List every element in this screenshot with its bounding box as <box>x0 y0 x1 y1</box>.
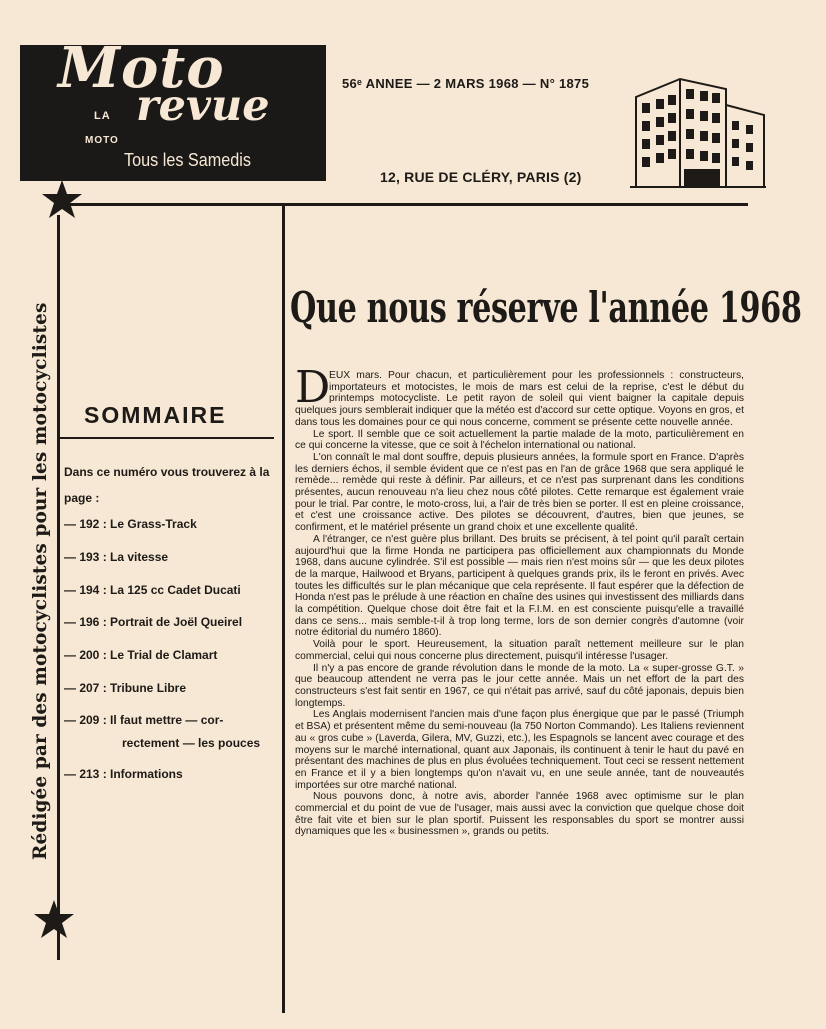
drop-cap-letter: D <box>295 362 331 413</box>
article-paragraph: Voilà pour le sport. Heureusement, la situation paraît nettement meilleure sur le plan commercial, celui qui nous concerne plus directement, puisqu'il intéresse l'usager. <box>295 639 744 662</box>
article-paragraph: Les Anglais modernisent l'ancien mais d'une façon plus énergique que par le passé (Triumph et BSA) et présentent même du semi-nouveau (la 750 Norton Commando). Les Italiens reviennent au « gros cube » (Laverda, Gilera, MV, Guzzi, etc.), les Espagnols se lancent avec courage et des moyens sur le marché international, quant aux Japonais, ils continuent à tenir le haut du pavé en présentant des machines de plus en plus évoluées techniquement. Tout ceci se ressent nettement en France et il y a bien longtemps qu'on n'avait vu, en une seule année, tant de nouveautés importées sur otre marché national. <box>295 709 744 791</box>
toc-item: — 194 : La 125 cc Cadet Ducati <box>64 583 241 597</box>
building-illustration-icon <box>628 75 768 190</box>
toc-item: — 193 : La vitesse <box>64 550 169 564</box>
toc-item: — 207 : Tribune Libre <box>64 681 187 695</box>
article-paragraph: EUX mars. Pour chacun, et particulièrement pour les professionnels : constructeurs, importateurs et motocistes, le mois de mars est celui de la reprise, c'est le début du printemps motocycliste. Le petit rayon de soleil qui vient baigner la capitale depuis quelques jours semblerait indiquer que la météo est d'accord sur cette optique. Voyons en gros, et dans tous les domaines pour ce qui nous concerne, comment se présente cette nouvelle année. <box>295 370 744 428</box>
publisher-address: 12, RUE DE CLÉRY, PARIS (2) <box>380 169 582 185</box>
star-ornament-icon <box>32 898 76 942</box>
toc-item: — 192 : Le Grass-Track <box>64 517 197 531</box>
logo-moto-small-word: MOTO <box>85 135 119 146</box>
toc-item: — 209 : Il faut mettre — cor- <box>64 713 224 727</box>
sommaire-underline-rule <box>58 437 274 439</box>
sommaire-title: SOMMAIRE <box>84 402 227 428</box>
article-paragraph: Il n'y a pas encore de grande révolution dans le monde de la moto. La « super-grosse G.T. » que beaucoup attendent ne verra pas le jour cette année. Mais un net effort de la part des constructeurs s'est fait sentir en 1967, ce qui n'était pas arrivé, sauf du côté japonais, depuis bien longtemps. <box>295 662 744 709</box>
logo-moto-word: Moto <box>58 35 225 101</box>
toc-item: — 213 : Informations <box>64 767 183 781</box>
article-paragraph: L'on connaît le mal dont souffre, depuis plusieurs années, la formule sport en France. D'après les derniers échos, il semble évident que ce n'est pas en l'an de grâce 1968 que sera appliqué le remède... remède qui reste à définir. Par ailleurs, et ce n'est pas surprenant dans les conditions présentes, aucun renouveau n'a lieu chez nous côté pilotes. Cette remarque est également vraie pour le trial. Par contre, le moto-cross, lui, a l'air de très bien se porter. Il est en pleine croissance, et c'est une croissance active. Des pilotes se découvrent, d'autres, bien que jeunes, se confirment, et le matériel présente un grand choix et une excellente qualité. <box>295 451 744 534</box>
article-paragraph: Le sport. Il semble que ce soit actuellement la partie malade de la moto, particulièrement en ce qui concerne la vitesse, que ce soit à l'échelon international ou national. <box>295 428 744 452</box>
article-paragraph: Nous pouvons donc, à notre avis, aborder l'année 1968 avec optimisme sur le plan commercial et du point de vue de l'usager, mais aussi avec la conviction que quelque chose doit être fait vite et bien sur le plan sportif. Puissent les responsables du sport se montrer aussi dynamiques que les « businessmen », grands ou petits. <box>295 791 744 838</box>
issue-date-line: 56ᵉ ANNEE — 2 MARS 1968 — N° 1875 <box>342 76 590 91</box>
vertical-slogan: Rédigée par des motocyclistes pour les motocyclistes <box>30 302 51 860</box>
logo-la-word: LA <box>94 110 111 122</box>
masthead-tagline: Tous les Samedis <box>124 150 251 170</box>
top-horizontal-rule <box>58 203 748 206</box>
logo-revue-word: revue <box>136 81 270 131</box>
article-paragraph: A l'étranger, ce n'est guère plus brillant. Des bruits se précisent, à tel point qu'il paraît certain aujourd'hui que la firme Honda ne participera pas officiellement aux championnats du Monde 1968, dans aucune cylindrée. S'il est possible — mais rien n'est moins sûr — que les deux pilotes de la marque, Hailwood et Bryans, participent à quelques grands prix, ils le feront en privés. Avec toutes les difficultés sur le plan mécanique que cela représente. Il faut espérer que la défection de Honda n'est pas le prélude à une réaction en chaîne des usines qui investissent des milliards dans la compétition. Quelque chose doit être fait et la F.I.M. en est consciente puisqu'elle a travaillé dans ce sens... mais semble-t-il à trop long terme, lors de son dernier congrès d'automne (voir notre éditorial du numéro 1860). <box>295 533 745 639</box>
sommaire-intro: Dans ce numéro vous trouverez à la page : <box>64 465 270 505</box>
article-headline: Que nous réserve l'année 1968 <box>290 283 802 332</box>
toc-item: — 200 : Le Trial de Clamart <box>64 648 218 662</box>
star-ornament-icon <box>40 178 84 222</box>
toc-item: — 196 : Portrait de Joël Queirel <box>64 615 243 629</box>
article-body <box>295 370 744 838</box>
column-divider-rule <box>282 205 285 1013</box>
toc-item: rectement — les pouces <box>122 736 261 750</box>
